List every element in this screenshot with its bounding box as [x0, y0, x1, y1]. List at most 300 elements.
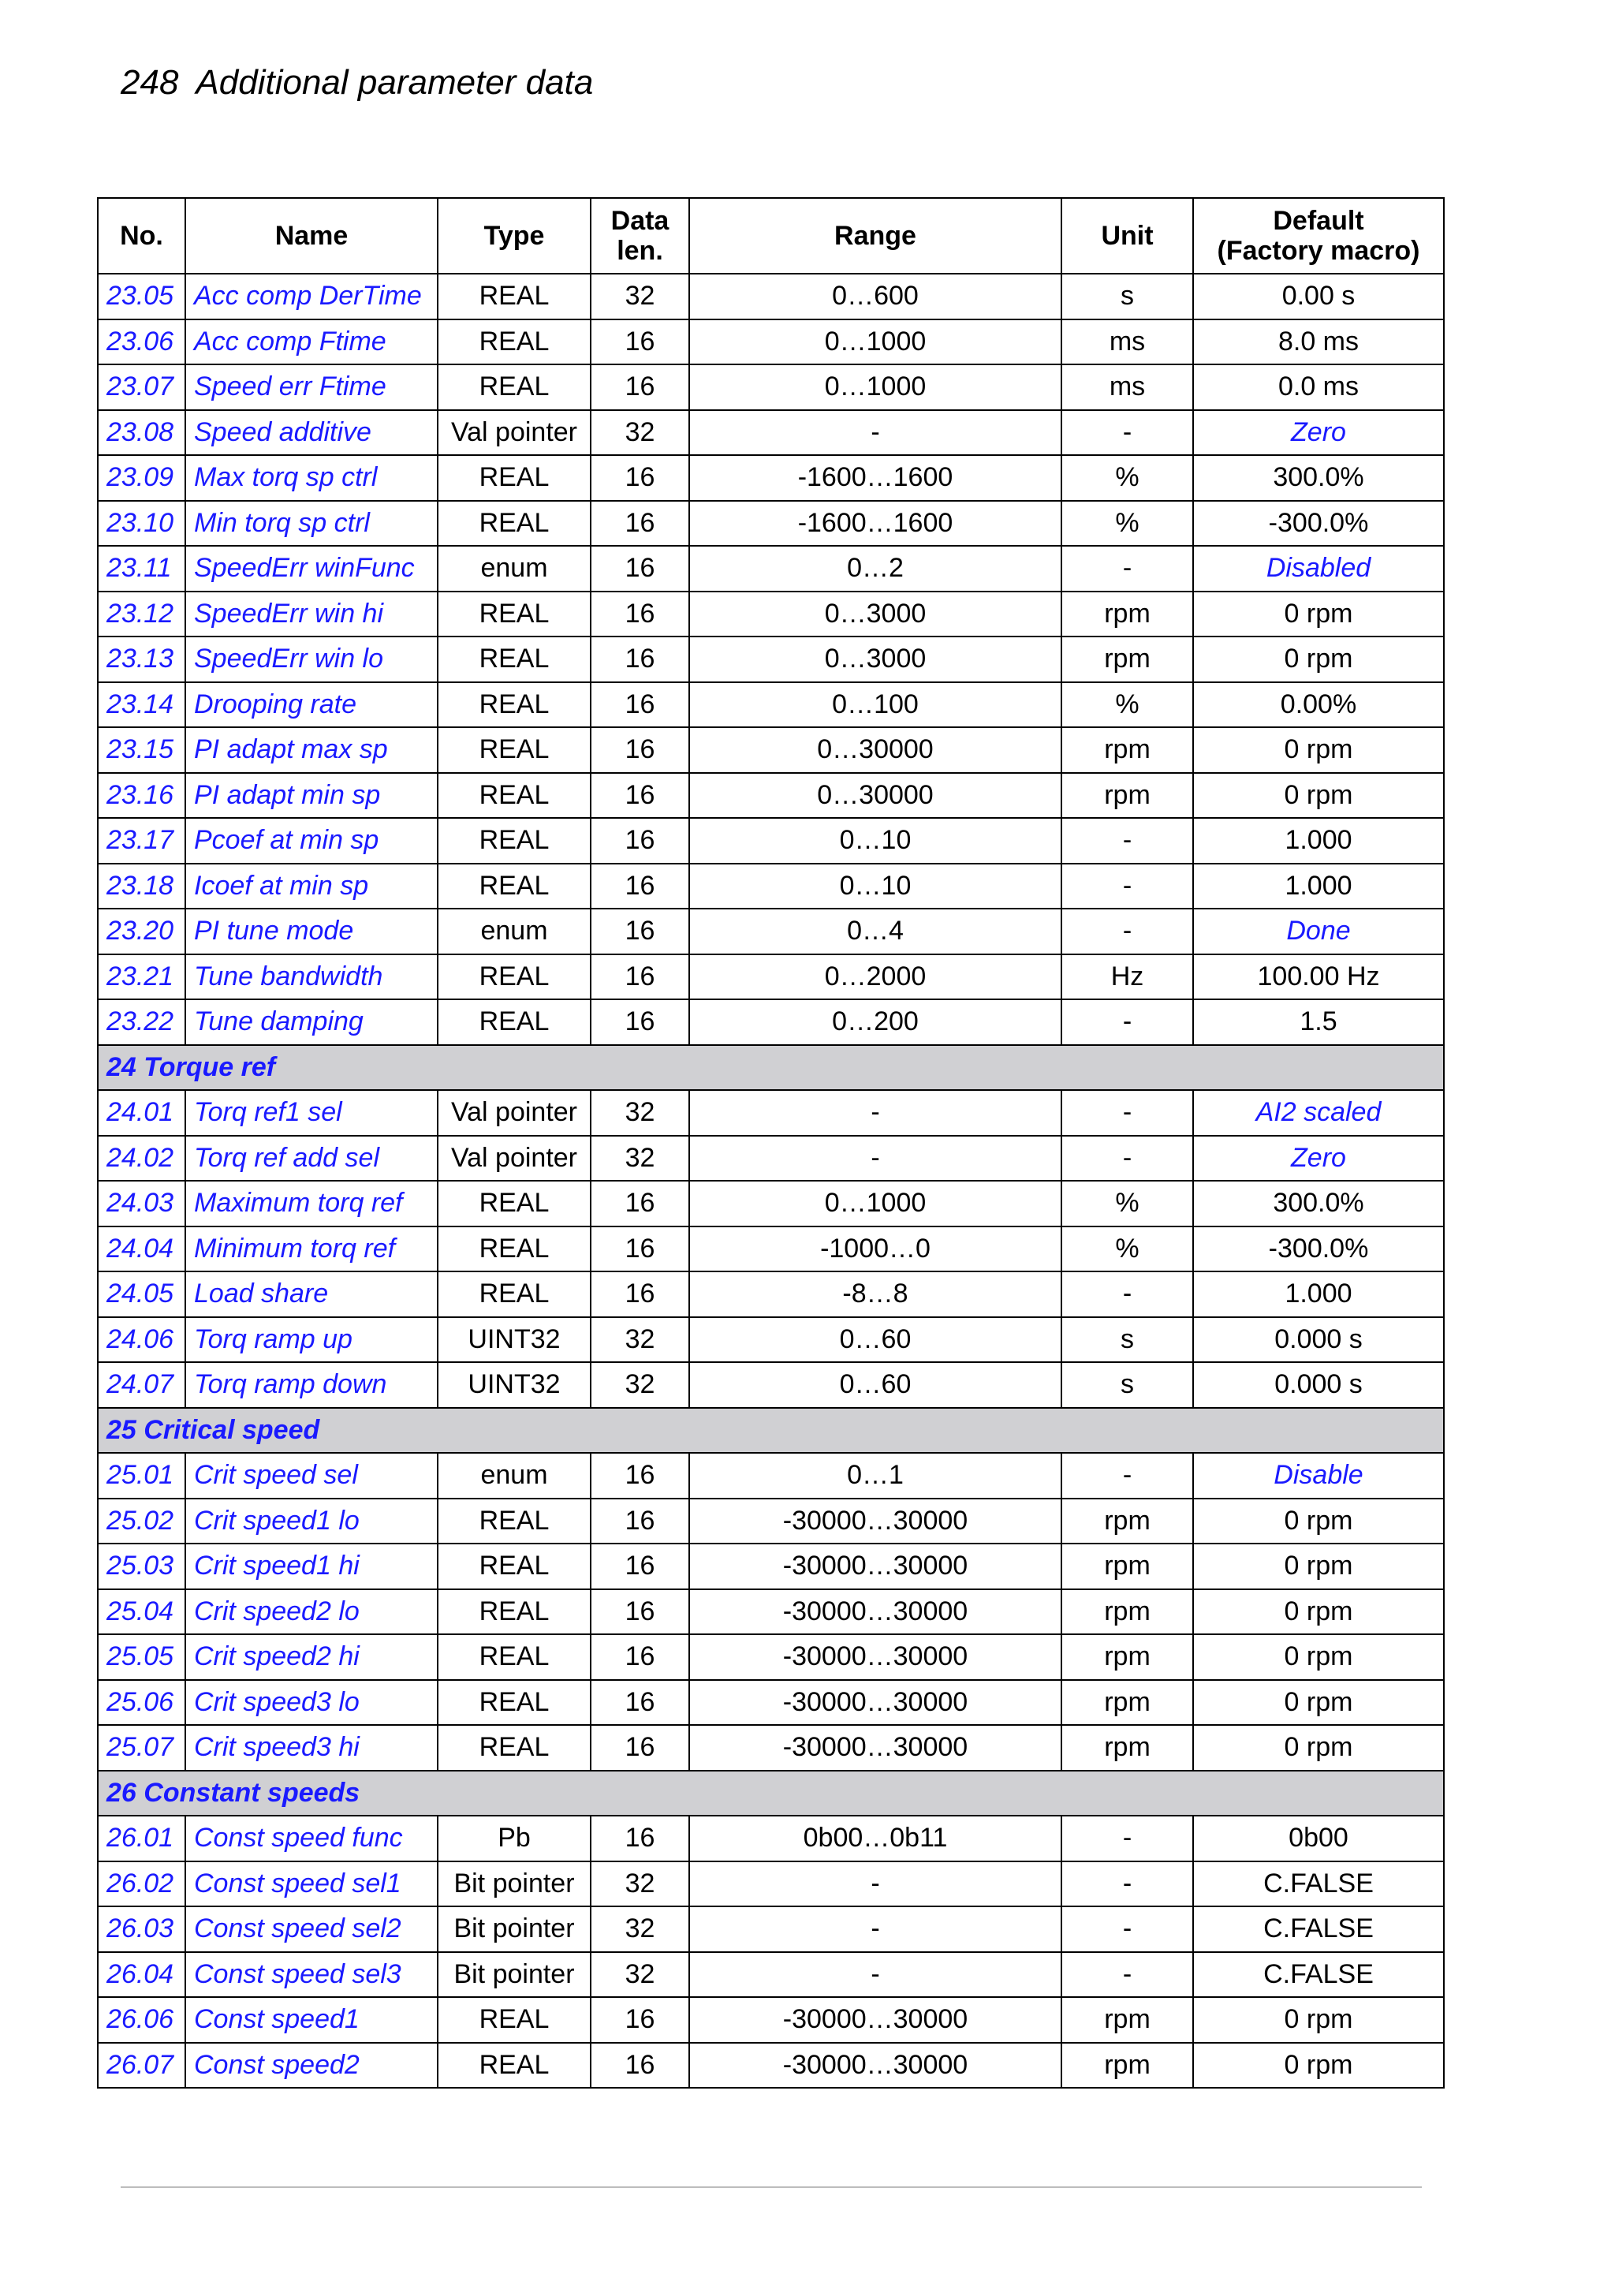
param-type: REAL	[438, 999, 591, 1045]
table-row	[98, 592, 1444, 637]
param-default: 0 rpm	[1193, 2043, 1444, 2089]
param-number[interactable]: 26.01	[98, 1816, 185, 1861]
param-type: REAL	[438, 364, 591, 410]
param-name[interactable]: Min torq sp ctrl	[185, 501, 438, 547]
param-unit: -	[1061, 999, 1193, 1045]
param-data-len: 32	[591, 1362, 689, 1408]
page-title: Additional parameter data	[196, 63, 594, 102]
col-header-datalen	[591, 198, 689, 274]
param-number[interactable]: 26.02	[98, 1861, 185, 1907]
param-default: 300.0%	[1193, 1181, 1444, 1226]
param-number[interactable]: 26.03	[98, 1906, 185, 1952]
table-row	[98, 2043, 1444, 2089]
param-name[interactable]: Icoef at min sp	[185, 864, 438, 909]
param-data-len: 16	[591, 1680, 689, 1726]
footer-divider	[121, 2186, 1422, 2188]
param-name[interactable]: Crit speed2 lo	[185, 1589, 438, 1635]
param-range: -1600…1600	[689, 501, 1061, 547]
param-default: 0 rpm	[1193, 727, 1444, 773]
param-type: REAL	[438, 954, 591, 1000]
param-default: 300.0%	[1193, 455, 1444, 501]
param-type: Val pointer	[438, 1136, 591, 1182]
param-unit: rpm	[1061, 1544, 1193, 1589]
group-header-row	[98, 1771, 1444, 1816]
param-name[interactable]: Speed err Ftime	[185, 364, 438, 410]
param-unit: -	[1061, 410, 1193, 456]
param-range: 0…2000	[689, 954, 1061, 1000]
param-type: REAL	[438, 455, 591, 501]
param-default: -300.0%	[1193, 501, 1444, 547]
param-range: -30000…30000	[689, 1725, 1061, 1771]
param-type: REAL	[438, 1725, 591, 1771]
table-row	[98, 1499, 1444, 1544]
param-type: REAL	[438, 1634, 591, 1680]
table-row	[98, 1952, 1444, 1998]
param-data-len: 32	[591, 410, 689, 456]
table-row	[98, 637, 1444, 682]
col-header-no: No.	[98, 198, 185, 274]
param-number[interactable]: 23.12	[98, 592, 185, 637]
param-range: -30000…30000	[689, 1997, 1061, 2043]
param-number[interactable]: 24.05	[98, 1271, 185, 1317]
param-type: Val pointer	[438, 1090, 591, 1136]
param-type: REAL	[438, 1544, 591, 1589]
param-data-len: 16	[591, 1816, 689, 1861]
param-unit: -	[1061, 818, 1193, 864]
param-default: 0.000 s	[1193, 1317, 1444, 1363]
col-header-default-line2: (Factory macro)	[1217, 236, 1420, 266]
param-name[interactable]: Minimum torq ref	[185, 1226, 438, 1272]
table-row	[98, 773, 1444, 819]
param-default: 1.000	[1193, 818, 1444, 864]
param-name[interactable]: SpeedErr win lo	[185, 637, 438, 682]
param-data-len: 32	[591, 1952, 689, 1998]
col-header-default-line1: Default	[1273, 206, 1364, 236]
param-range: 0…3000	[689, 637, 1061, 682]
param-range: -	[689, 410, 1061, 456]
param-range: -8…8	[689, 1271, 1061, 1317]
param-number[interactable]: 25.07	[98, 1725, 185, 1771]
param-data-len: 16	[591, 1181, 689, 1226]
table-row	[98, 319, 1444, 365]
param-type: REAL	[438, 1997, 591, 2043]
table-body	[98, 274, 1444, 2088]
param-type: REAL	[438, 1271, 591, 1317]
param-number[interactable]: 23.14	[98, 682, 185, 728]
param-range: -	[689, 1952, 1061, 1998]
group-header-row	[98, 1408, 1444, 1454]
table-row	[98, 1453, 1444, 1499]
param-range: 0…10	[689, 864, 1061, 909]
param-unit: -	[1061, 1906, 1193, 1952]
param-default: C.FALSE	[1193, 1861, 1444, 1907]
param-range: 0…1000	[689, 364, 1061, 410]
table-row	[98, 954, 1444, 1000]
param-default: 0 rpm	[1193, 1634, 1444, 1680]
param-range: 0…200	[689, 999, 1061, 1045]
table-row	[98, 818, 1444, 864]
param-range: 0b00…0b11	[689, 1816, 1061, 1861]
param-default: C.FALSE	[1193, 1952, 1444, 1998]
param-name[interactable]: Const speed sel2	[185, 1906, 438, 1952]
param-name[interactable]: Const speed2	[185, 2043, 438, 2089]
table-row	[98, 682, 1444, 728]
param-default[interactable]: Disabled	[1193, 546, 1444, 592]
param-type: REAL	[438, 274, 591, 319]
param-unit: -	[1061, 909, 1193, 954]
param-number[interactable]: 24.01	[98, 1090, 185, 1136]
param-unit: ms	[1061, 319, 1193, 365]
param-number[interactable]: 24.06	[98, 1317, 185, 1363]
table-row	[98, 1997, 1444, 2043]
param-type: REAL	[438, 1680, 591, 1726]
param-data-len: 16	[591, 727, 689, 773]
param-range: -30000…30000	[689, 1589, 1061, 1635]
param-data-len: 16	[591, 546, 689, 592]
param-number[interactable]: 23.16	[98, 773, 185, 819]
param-name[interactable]: Crit speed sel	[185, 1453, 438, 1499]
param-unit: -	[1061, 1271, 1193, 1317]
param-range: 0…10	[689, 818, 1061, 864]
group-header-row	[98, 1045, 1444, 1091]
param-default: 0.00 s	[1193, 274, 1444, 319]
param-type: REAL	[438, 592, 591, 637]
table-row	[98, 1090, 1444, 1136]
param-type: REAL	[438, 1181, 591, 1226]
param-data-len: 16	[591, 954, 689, 1000]
param-name[interactable]: Tune damping	[185, 999, 438, 1045]
param-name[interactable]: Acc comp DerTime	[185, 274, 438, 319]
param-default: 0.00%	[1193, 682, 1444, 728]
param-number[interactable]: 24.02	[98, 1136, 185, 1182]
param-range: 0…3000	[689, 592, 1061, 637]
param-number[interactable]: 25.06	[98, 1680, 185, 1726]
table-row	[98, 1634, 1444, 1680]
param-unit: -	[1061, 1952, 1193, 1998]
param-type: UINT32	[438, 1317, 591, 1363]
param-range: 0…100	[689, 682, 1061, 728]
param-range: 0…600	[689, 274, 1061, 319]
param-type: REAL	[438, 1499, 591, 1544]
param-default[interactable]: Done	[1193, 909, 1444, 954]
col-header-default	[1193, 198, 1444, 274]
param-number[interactable]: 24.03	[98, 1181, 185, 1226]
param-range: -30000…30000	[689, 1499, 1061, 1544]
param-data-len: 16	[591, 1544, 689, 1589]
param-name[interactable]: Const speed sel1	[185, 1861, 438, 1907]
param-type: REAL	[438, 727, 591, 773]
table-header-row	[98, 198, 1444, 274]
param-number[interactable]: 25.03	[98, 1544, 185, 1589]
table-row	[98, 455, 1444, 501]
param-default: 0.0 ms	[1193, 364, 1444, 410]
param-range: -	[689, 1906, 1061, 1952]
table-row	[98, 1362, 1444, 1408]
param-default[interactable]: Zero	[1193, 410, 1444, 456]
param-name[interactable]: Crit speed3 hi	[185, 1725, 438, 1771]
param-name[interactable]: PI tune mode	[185, 909, 438, 954]
param-data-len: 32	[591, 1317, 689, 1363]
param-data-len: 16	[591, 682, 689, 728]
param-data-len: 16	[591, 999, 689, 1045]
param-number[interactable]: 25.05	[98, 1634, 185, 1680]
param-range: 0…1	[689, 1453, 1061, 1499]
param-type: enum	[438, 546, 591, 592]
param-default: 0 rpm	[1193, 637, 1444, 682]
param-data-len: 16	[591, 1453, 689, 1499]
param-unit: Hz	[1061, 954, 1193, 1000]
col-header-datalen-line1: Data	[610, 206, 669, 236]
table-row	[98, 274, 1444, 319]
param-range: -30000…30000	[689, 2043, 1061, 2089]
table-row	[98, 1136, 1444, 1182]
param-number[interactable]: 23.13	[98, 637, 185, 682]
table-row	[98, 999, 1444, 1045]
param-data-len: 32	[591, 1090, 689, 1136]
param-number[interactable]: 23.20	[98, 909, 185, 954]
param-default: 0.000 s	[1193, 1362, 1444, 1408]
param-unit: -	[1061, 1453, 1193, 1499]
param-number[interactable]: 23.09	[98, 455, 185, 501]
param-range: -1000…0	[689, 1226, 1061, 1272]
param-unit: rpm	[1061, 1589, 1193, 1635]
param-data-len: 16	[591, 364, 689, 410]
param-name[interactable]: Crit speed3 lo	[185, 1680, 438, 1726]
table-row	[98, 864, 1444, 909]
table-row	[98, 546, 1444, 592]
table-row	[98, 1271, 1444, 1317]
parameter-table	[97, 197, 1445, 2089]
param-range: -	[689, 1090, 1061, 1136]
page-header	[121, 63, 593, 103]
param-type: Bit pointer	[438, 1861, 591, 1907]
param-default: 0 rpm	[1193, 1499, 1444, 1544]
param-default: 0 rpm	[1193, 1544, 1444, 1589]
param-default: -300.0%	[1193, 1226, 1444, 1272]
param-type: REAL	[438, 864, 591, 909]
param-number[interactable]: 26.06	[98, 1997, 185, 2043]
param-number[interactable]: 23.18	[98, 864, 185, 909]
param-type: Bit pointer	[438, 1906, 591, 1952]
param-unit: s	[1061, 1317, 1193, 1363]
param-number[interactable]: 23.06	[98, 319, 185, 365]
param-name[interactable]: Torq ramp down	[185, 1362, 438, 1408]
param-data-len: 32	[591, 1861, 689, 1907]
param-number[interactable]: 25.04	[98, 1589, 185, 1635]
param-data-len: 16	[591, 1226, 689, 1272]
param-data-len: 16	[591, 1997, 689, 2043]
param-default: 8.0 ms	[1193, 319, 1444, 365]
param-range: -	[689, 1136, 1061, 1182]
param-range: 0…30000	[689, 727, 1061, 773]
param-unit: ms	[1061, 364, 1193, 410]
table-row	[98, 909, 1444, 954]
param-name[interactable]: Tune bandwidth	[185, 954, 438, 1000]
param-name[interactable]: Torq ramp up	[185, 1317, 438, 1363]
param-type: REAL	[438, 682, 591, 728]
col-header-range: Range	[689, 198, 1061, 274]
param-unit: s	[1061, 274, 1193, 319]
param-range: 0…1000	[689, 1181, 1061, 1226]
param-name[interactable]: Const speed1	[185, 1997, 438, 2043]
group-title[interactable]: 26 Constant speeds	[98, 1771, 1444, 1816]
param-name[interactable]: Load share	[185, 1271, 438, 1317]
param-name[interactable]: PI adapt min sp	[185, 773, 438, 819]
param-number[interactable]: 26.04	[98, 1952, 185, 1998]
param-default: 0 rpm	[1193, 1680, 1444, 1726]
param-name[interactable]: Pcoef at min sp	[185, 818, 438, 864]
param-unit: rpm	[1061, 1634, 1193, 1680]
param-data-len: 16	[591, 592, 689, 637]
param-default[interactable]: AI2 scaled	[1193, 1090, 1444, 1136]
param-unit: rpm	[1061, 637, 1193, 682]
param-type: REAL	[438, 1589, 591, 1635]
param-name[interactable]: SpeedErr winFunc	[185, 546, 438, 592]
param-number[interactable]: 24.04	[98, 1226, 185, 1272]
param-default[interactable]: Disable	[1193, 1453, 1444, 1499]
param-unit: s	[1061, 1362, 1193, 1408]
table-row	[98, 1725, 1444, 1771]
param-type: REAL	[438, 501, 591, 547]
param-type: REAL	[438, 773, 591, 819]
param-data-len: 16	[591, 864, 689, 909]
param-unit: rpm	[1061, 2043, 1193, 2089]
param-data-len: 16	[591, 455, 689, 501]
param-name[interactable]: Crit speed1 lo	[185, 1499, 438, 1544]
param-data-len: 16	[591, 1499, 689, 1544]
param-unit: rpm	[1061, 1725, 1193, 1771]
param-name[interactable]: PI adapt max sp	[185, 727, 438, 773]
param-name[interactable]: Maximum torq ref	[185, 1181, 438, 1226]
param-name[interactable]: Crit speed1 hi	[185, 1544, 438, 1589]
param-range: -1600…1600	[689, 455, 1061, 501]
param-unit: rpm	[1061, 773, 1193, 819]
table-row	[98, 1226, 1444, 1272]
param-number[interactable]: 25.02	[98, 1499, 185, 1544]
param-number[interactable]: 25.01	[98, 1453, 185, 1499]
param-name[interactable]: Torq ref add sel	[185, 1136, 438, 1182]
param-default[interactable]: Zero	[1193, 1136, 1444, 1182]
param-name[interactable]: Const speed sel3	[185, 1952, 438, 1998]
param-type: Bit pointer	[438, 1952, 591, 1998]
param-name[interactable]: Const speed func	[185, 1816, 438, 1861]
param-number[interactable]: 23.08	[98, 410, 185, 456]
param-data-len: 16	[591, 773, 689, 819]
param-range: -30000…30000	[689, 1544, 1061, 1589]
param-default: 1.5	[1193, 999, 1444, 1045]
table-row	[98, 1181, 1444, 1226]
table-row	[98, 1816, 1444, 1861]
group-title[interactable]: 25 Critical speed	[98, 1408, 1444, 1454]
param-default: 0 rpm	[1193, 1725, 1444, 1771]
param-name[interactable]: Torq ref1 sel	[185, 1090, 438, 1136]
param-unit: rpm	[1061, 727, 1193, 773]
param-unit: rpm	[1061, 1680, 1193, 1726]
param-data-len: 16	[591, 1634, 689, 1680]
param-unit: -	[1061, 1861, 1193, 1907]
param-default: 0 rpm	[1193, 1589, 1444, 1635]
param-data-len: 16	[591, 909, 689, 954]
param-unit: -	[1061, 1816, 1193, 1861]
param-number[interactable]: 26.07	[98, 2043, 185, 2089]
param-number[interactable]: 23.11	[98, 546, 185, 592]
param-data-len: 16	[591, 2043, 689, 2089]
param-unit: -	[1061, 546, 1193, 592]
param-type: enum	[438, 909, 591, 954]
param-name[interactable]: SpeedErr win hi	[185, 592, 438, 637]
param-unit: %	[1061, 682, 1193, 728]
param-unit: -	[1061, 864, 1193, 909]
param-name[interactable]: Acc comp Ftime	[185, 319, 438, 365]
param-name[interactable]: Drooping rate	[185, 682, 438, 728]
table-row	[98, 1680, 1444, 1726]
param-default: C.FALSE	[1193, 1906, 1444, 1952]
param-default: 0 rpm	[1193, 592, 1444, 637]
table-row	[98, 410, 1444, 456]
param-default: 0 rpm	[1193, 1997, 1444, 2043]
param-number[interactable]: 23.15	[98, 727, 185, 773]
param-unit: rpm	[1061, 1499, 1193, 1544]
param-unit: %	[1061, 455, 1193, 501]
param-type: enum	[438, 1453, 591, 1499]
param-unit: rpm	[1061, 592, 1193, 637]
page-number: 248	[121, 63, 179, 102]
param-data-len: 16	[591, 818, 689, 864]
param-type: REAL	[438, 818, 591, 864]
table-row	[98, 1906, 1444, 1952]
col-header-name: Name	[185, 198, 438, 274]
param-default: 1.000	[1193, 864, 1444, 909]
table-row	[98, 501, 1444, 547]
param-default: 0b00	[1193, 1816, 1444, 1861]
param-number[interactable]: 23.21	[98, 954, 185, 1000]
param-range: -30000…30000	[689, 1680, 1061, 1726]
param-number[interactable]: 23.17	[98, 818, 185, 864]
param-range: 0…2	[689, 546, 1061, 592]
param-range: 0…30000	[689, 773, 1061, 819]
param-data-len: 32	[591, 274, 689, 319]
table-row	[98, 364, 1444, 410]
param-name[interactable]: Speed additive	[185, 410, 438, 456]
param-unit: %	[1061, 501, 1193, 547]
param-range: -30000…30000	[689, 1634, 1061, 1680]
param-number[interactable]: 23.10	[98, 501, 185, 547]
param-default: 100.00 Hz	[1193, 954, 1444, 1000]
param-data-len: 16	[591, 319, 689, 365]
param-unit: -	[1061, 1136, 1193, 1182]
param-number[interactable]: 23.22	[98, 999, 185, 1045]
param-type: REAL	[438, 1226, 591, 1272]
group-title[interactable]: 24 Torque ref	[98, 1045, 1444, 1091]
param-name[interactable]: Crit speed2 hi	[185, 1634, 438, 1680]
param-data-len: 16	[591, 1725, 689, 1771]
param-number[interactable]: 23.07	[98, 364, 185, 410]
param-data-len: 16	[591, 1589, 689, 1635]
table-row	[98, 1861, 1444, 1907]
param-unit: rpm	[1061, 1997, 1193, 2043]
table-row	[98, 1317, 1444, 1363]
table-row	[98, 1589, 1444, 1635]
param-name[interactable]: Max torq sp ctrl	[185, 455, 438, 501]
param-default: 1.000	[1193, 1271, 1444, 1317]
param-type: REAL	[438, 319, 591, 365]
param-number[interactable]: 23.05	[98, 274, 185, 319]
col-header-type: Type	[438, 198, 591, 274]
param-number[interactable]: 24.07	[98, 1362, 185, 1408]
param-data-len: 16	[591, 501, 689, 547]
param-data-len: 16	[591, 637, 689, 682]
param-unit: %	[1061, 1181, 1193, 1226]
